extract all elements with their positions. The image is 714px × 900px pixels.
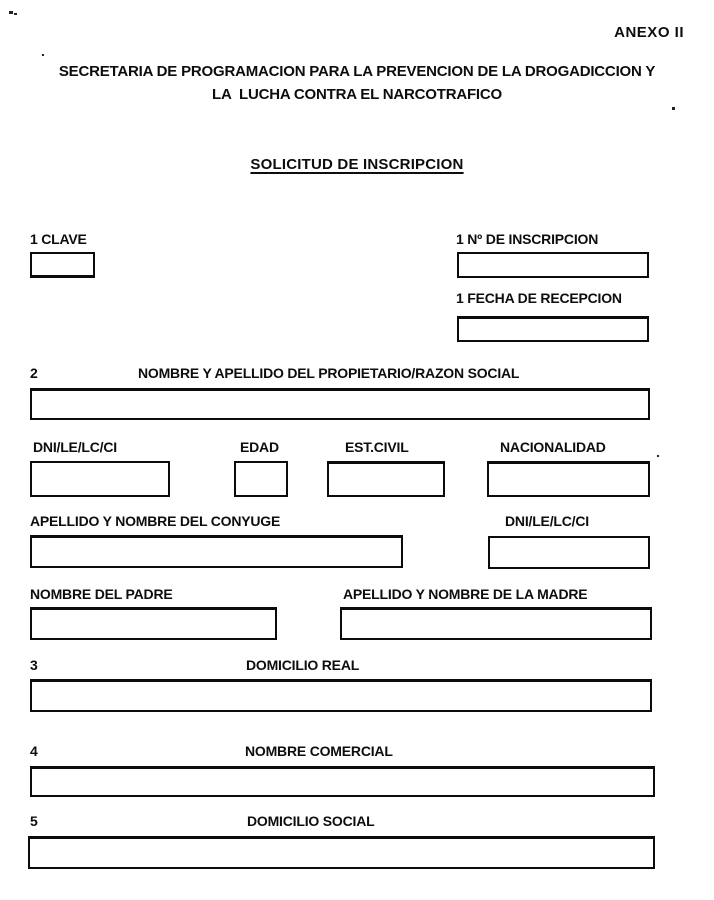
domicilio-social-label: DOMICILIO SOCIAL	[247, 813, 375, 829]
fecha-recepcion-input-box[interactable]	[457, 316, 649, 342]
padre-label: NOMBRE DEL PADRE	[30, 586, 173, 602]
scan-speck	[657, 455, 659, 457]
org-title-line2: LA LUCHA CONTRA EL NARCOTRAFICO	[212, 86, 502, 103]
nacionalidad-input-box[interactable]	[487, 461, 650, 497]
domicilio-real-input-box[interactable]	[30, 679, 652, 712]
padre-input-box[interactable]	[30, 607, 277, 640]
scan-speck	[672, 107, 675, 110]
clave-input-box[interactable]	[30, 252, 95, 278]
nro-inscripcion-input-box[interactable]	[457, 252, 649, 278]
domicilio-real-label: DOMICILIO REAL	[246, 657, 360, 673]
scan-speck	[9, 11, 13, 14]
section5-number: 5	[30, 813, 38, 829]
anexo-label: ANEXO II	[614, 24, 684, 41]
nacionalidad-label: NACIONALIDAD	[500, 439, 606, 455]
nombre-comercial-label: NOMBRE COMERCIAL	[245, 743, 393, 759]
dni-conyuge-label: DNI/LE/LC/CI	[505, 513, 589, 529]
nro-inscripcion-label: 1 Nº DE INSCRIPCION	[456, 231, 599, 247]
domicilio-social-input-box[interactable]	[28, 836, 655, 869]
form-title-text: SOLICITUD DE INSCRIPCION	[250, 156, 464, 173]
org-title-line1: SECRETARIA DE PROGRAMACION PARA LA PREVENCION DE LA DROGADICCION Y	[58, 63, 656, 80]
dni-titular-input-box[interactable]	[30, 461, 170, 497]
dni-titular-label: DNI/LE/LC/CI	[33, 439, 117, 455]
fecha-recepcion-label: 1 FECHA DE RECEPCION	[456, 290, 622, 306]
madre-label: APELLIDO Y NOMBRE DE LA MADRE	[343, 586, 588, 602]
clave-label: 1 CLAVE	[30, 231, 87, 247]
conyuge-input-box[interactable]	[30, 535, 403, 568]
est-civil-input-box[interactable]	[327, 461, 445, 497]
form-title	[0, 156, 714, 173]
nombre-comercial-input-box[interactable]	[30, 766, 655, 797]
dni-conyuge-input-box[interactable]	[488, 536, 650, 569]
conyuge-label: APELLIDO Y NOMBRE DEL CONYUGE	[30, 513, 281, 529]
edad-input-box[interactable]	[234, 461, 288, 497]
est-civil-label: EST.CIVIL	[345, 439, 409, 455]
scan-speck	[14, 13, 17, 15]
propietario-input-box[interactable]	[30, 388, 650, 420]
section2-number: 2	[30, 365, 38, 381]
edad-label: EDAD	[240, 439, 279, 455]
propietario-label: NOMBRE Y APELLIDO DEL PROPIETARIO/RAZON SOCIAL	[138, 365, 520, 381]
section4-number: 4	[30, 743, 38, 759]
madre-input-box[interactable]	[340, 607, 652, 640]
org-title	[0, 60, 714, 106]
section3-number: 3	[30, 657, 38, 673]
scan-speck	[42, 54, 44, 56]
